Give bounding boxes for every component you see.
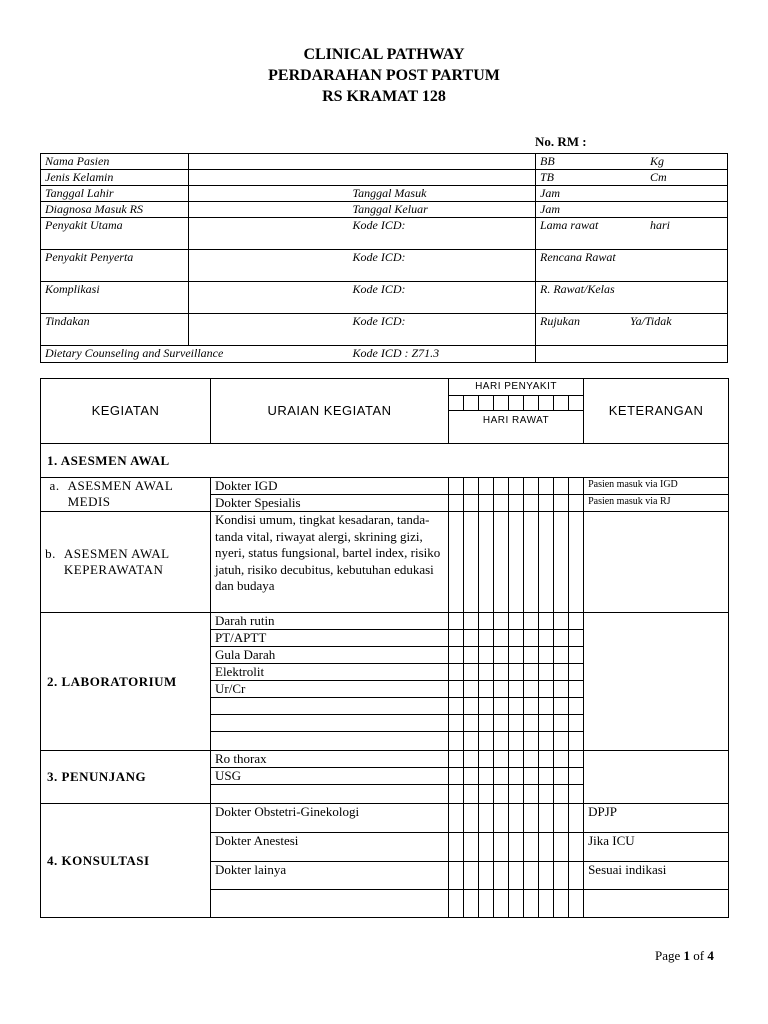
- check-cell[interactable]: [494, 732, 509, 751]
- check-cell[interactable]: [464, 630, 479, 647]
- check-cell[interactable]: [539, 862, 554, 890]
- ket-rj: Pasien masuk via RJ: [584, 495, 729, 512]
- check-cell[interactable]: [569, 785, 584, 804]
- check-cell[interactable]: [494, 862, 509, 890]
- check-cell[interactable]: [539, 495, 554, 512]
- check-cell[interactable]: [524, 804, 539, 833]
- check-cell[interactable]: [494, 478, 509, 495]
- jam-masuk-label[interactable]: Jam: [536, 186, 728, 202]
- check-cell[interactable]: [449, 664, 464, 681]
- konsul-ket: [584, 890, 729, 918]
- check-cell[interactable]: [464, 732, 479, 751]
- keperawatan-letter: b.: [45, 546, 56, 561]
- check-cell[interactable]: [494, 715, 509, 732]
- tb-label: TB: [540, 170, 555, 184]
- check-cell[interactable]: [449, 768, 464, 785]
- konsul-ket: Sesuai indikasi: [584, 862, 729, 890]
- medis-label-cell: [41, 478, 211, 512]
- check-cell[interactable]: [524, 785, 539, 804]
- diagnosa-masuk-value[interactable]: [189, 202, 349, 218]
- check-cell[interactable]: [509, 862, 524, 890]
- check-cell[interactable]: [449, 785, 464, 804]
- check-cell[interactable]: [509, 512, 524, 613]
- check-cell[interactable]: [569, 478, 584, 495]
- check-cell[interactable]: [524, 478, 539, 495]
- check-cell[interactable]: [479, 698, 494, 715]
- rujukan-label: Rujukan: [540, 314, 580, 328]
- check-cell[interactable]: [479, 478, 494, 495]
- dokter-igd: Dokter IGD: [211, 478, 449, 495]
- keperawatan-label-cell: [41, 512, 211, 613]
- check-cell[interactable]: [464, 613, 479, 630]
- check-cell[interactable]: [569, 715, 584, 732]
- check-cell[interactable]: [479, 785, 494, 804]
- check-cell[interactable]: [479, 630, 494, 647]
- penyakit-utama-value[interactable]: [189, 218, 349, 250]
- jenis-kelamin-value[interactable]: [189, 170, 349, 186]
- dietary-label: Dietary Counseling and Surveillance: [41, 346, 349, 363]
- check-cell[interactable]: [539, 681, 554, 698]
- check-cell[interactable]: [539, 833, 554, 862]
- lab-item: PT/APTT: [211, 630, 449, 647]
- check-cell[interactable]: [494, 512, 509, 613]
- rujukan-cell[interactable]: [536, 314, 728, 346]
- check-cell[interactable]: [524, 698, 539, 715]
- rencana-rawat-label[interactable]: Rencana Rawat: [536, 250, 728, 282]
- check-cell[interactable]: [539, 478, 554, 495]
- check-cell[interactable]: [524, 512, 539, 613]
- check-cell[interactable]: [524, 833, 539, 862]
- penunjang-item: USG: [211, 768, 449, 785]
- col-hari-penyakit: HARI PENYAKIT: [449, 379, 584, 396]
- check-cell[interactable]: [569, 698, 584, 715]
- check-cell[interactable]: [479, 613, 494, 630]
- tanggal-masuk-label: Tanggal Masuk: [349, 186, 536, 202]
- check-cell[interactable]: [509, 751, 524, 768]
- check-cell[interactable]: [464, 495, 479, 512]
- konsul-item: Dokter Obstetri-Ginekologi: [211, 804, 449, 833]
- kode-icd-komplikasi: Kode ICD:: [349, 282, 536, 314]
- title-hospital: RS KRAMAT 128: [322, 88, 446, 105]
- nama-pasien-value[interactable]: [189, 154, 349, 170]
- check-cell[interactable]: [494, 785, 509, 804]
- check-cell[interactable]: [509, 478, 524, 495]
- bb-label: BB: [540, 154, 555, 168]
- check-cell[interactable]: [494, 768, 509, 785]
- lab-item: Ur/Cr: [211, 681, 449, 698]
- check-cell[interactable]: [464, 751, 479, 768]
- cm-unit: Cm: [650, 170, 667, 184]
- check-cell[interactable]: [524, 681, 539, 698]
- check-cell[interactable]: [554, 613, 569, 630]
- check-cell[interactable]: [494, 890, 509, 918]
- lab-item: [211, 732, 449, 751]
- check-cell[interactable]: [509, 495, 524, 512]
- tanggal-keluar-label: Tanggal Keluar: [349, 202, 536, 218]
- check-cell[interactable]: [494, 833, 509, 862]
- check-cell[interactable]: [554, 478, 569, 495]
- check-cell[interactable]: [509, 768, 524, 785]
- lab-item: [211, 715, 449, 732]
- lab-item: Gula Darah: [211, 647, 449, 664]
- check-cell[interactable]: [464, 768, 479, 785]
- page-label: Page: [655, 948, 681, 963]
- page-of: of: [693, 948, 705, 963]
- check-cell[interactable]: [509, 647, 524, 664]
- check-cell[interactable]: [539, 732, 554, 751]
- tanggal-lahir-label: Tanggal Lahir: [41, 186, 189, 202]
- check-cell[interactable]: [554, 647, 569, 664]
- check-cell[interactable]: [554, 833, 569, 862]
- check-cell[interactable]: [449, 647, 464, 664]
- check-cell[interactable]: [569, 681, 584, 698]
- check-cell[interactable]: [464, 681, 479, 698]
- section-laboratorium: 2. LABORATORIUM: [41, 613, 211, 751]
- kg-unit: Kg: [650, 154, 665, 168]
- check-cell[interactable]: [494, 495, 509, 512]
- kode-icd-utama: Kode ICD:: [349, 218, 536, 250]
- check-cell[interactable]: [554, 785, 569, 804]
- check-cell[interactable]: [569, 890, 584, 918]
- check-cell[interactable]: [509, 732, 524, 751]
- check-cell[interactable]: [524, 751, 539, 768]
- check-cell[interactable]: [464, 698, 479, 715]
- check-cell[interactable]: [464, 478, 479, 495]
- check-cell[interactable]: [539, 630, 554, 647]
- page-current: 1: [683, 948, 691, 963]
- check-cell[interactable]: [479, 647, 494, 664]
- check-cell[interactable]: [539, 512, 554, 613]
- check-cell[interactable]: [464, 833, 479, 862]
- check-cell[interactable]: [509, 833, 524, 862]
- medis-label: ASESMEN AWAL MEDIS: [67, 478, 173, 509]
- check-cell[interactable]: [449, 495, 464, 512]
- check-cell[interactable]: [479, 681, 494, 698]
- check-cell[interactable]: [449, 698, 464, 715]
- check-cell[interactable]: [479, 664, 494, 681]
- tindakan-value[interactable]: [189, 314, 349, 346]
- check-cell[interactable]: [554, 630, 569, 647]
- title-clinical-pathway: CLINICAL PATHWAY: [303, 46, 465, 63]
- check-cell[interactable]: [569, 664, 584, 681]
- check-cell[interactable]: [539, 804, 554, 833]
- check-cell[interactable]: [464, 512, 479, 613]
- check-cell[interactable]: [569, 751, 584, 768]
- check-cell[interactable]: [449, 715, 464, 732]
- ket-igd: Pasien masuk via IGD: [584, 478, 729, 495]
- document-title: [0, 44, 768, 107]
- check-cell[interactable]: [554, 804, 569, 833]
- check-cell[interactable]: [449, 833, 464, 862]
- komplikasi-label: Komplikasi: [41, 282, 189, 314]
- check-cell[interactable]: [539, 715, 554, 732]
- check-cell[interactable]: [494, 664, 509, 681]
- col-hari-rawat: HARI RAWAT: [449, 411, 584, 444]
- check-cell[interactable]: [569, 804, 584, 833]
- check-cell[interactable]: [554, 751, 569, 768]
- check-cell[interactable]: [509, 698, 524, 715]
- konsul-ket: DPJP: [584, 804, 729, 833]
- check-cell[interactable]: [554, 732, 569, 751]
- check-cell[interactable]: [524, 630, 539, 647]
- check-cell[interactable]: [479, 751, 494, 768]
- check-cell[interactable]: [509, 681, 524, 698]
- check-cell[interactable]: [569, 768, 584, 785]
- check-cell[interactable]: [554, 698, 569, 715]
- check-cell[interactable]: [479, 768, 494, 785]
- check-cell[interactable]: [524, 768, 539, 785]
- check-cell[interactable]: [554, 715, 569, 732]
- penunjang-item: Ro thorax: [211, 751, 449, 768]
- check-cell[interactable]: [449, 613, 464, 630]
- check-cell[interactable]: [479, 890, 494, 918]
- check-cell[interactable]: [539, 698, 554, 715]
- check-cell[interactable]: [494, 681, 509, 698]
- check-cell[interactable]: [449, 478, 464, 495]
- check-cell[interactable]: [509, 664, 524, 681]
- keperawatan-uraian: Kondisi umum, tingkat kesadaran, tanda-tanda vital, riwayat alergi, skrining gizi, nyeri, status fungsional, bartel index, risiko jatuh, risiko decubitus, kebutuhan edukasi dan budaya: [211, 512, 449, 613]
- check-cell[interactable]: [464, 664, 479, 681]
- lab-item: Darah rutin: [211, 613, 449, 630]
- check-cell[interactable]: [509, 890, 524, 918]
- col-kegiatan: KEGIATAN: [41, 379, 211, 444]
- check-cell[interactable]: [464, 715, 479, 732]
- check-cell[interactable]: [464, 862, 479, 890]
- check-cell[interactable]: [494, 647, 509, 664]
- check-cell[interactable]: [569, 630, 584, 647]
- check-cell[interactable]: [554, 681, 569, 698]
- check-cell[interactable]: [524, 647, 539, 664]
- check-cell[interactable]: [449, 751, 464, 768]
- lama-rawat-cell[interactable]: [536, 218, 728, 250]
- konsul-ket: Jika ICU: [584, 833, 729, 862]
- tanggal-lahir-value[interactable]: [189, 186, 349, 202]
- check-cell[interactable]: [479, 512, 494, 613]
- check-cell[interactable]: [479, 732, 494, 751]
- tindakan-label: Tindakan: [41, 314, 189, 346]
- konsul-item: [211, 890, 449, 918]
- section-penunjang: 3. PENUNJANG: [41, 751, 211, 804]
- check-cell[interactable]: [569, 512, 584, 613]
- check-cell[interactable]: [554, 862, 569, 890]
- konsul-item: Dokter lainya: [211, 862, 449, 890]
- title-diagnosis: PERDARAHAN POST PARTUM: [268, 67, 500, 84]
- penyakit-utama-label: Penyakit Utama: [41, 218, 189, 250]
- check-cell[interactable]: [569, 862, 584, 890]
- check-cell[interactable]: [509, 613, 524, 630]
- check-cell[interactable]: [524, 664, 539, 681]
- check-cell[interactable]: [554, 768, 569, 785]
- col-uraian: URAIAN KEGIATAN: [211, 379, 449, 444]
- check-cell[interactable]: [554, 890, 569, 918]
- check-cell[interactable]: [524, 715, 539, 732]
- kode-icd-penyerta: Kode ICD:: [349, 250, 536, 282]
- check-cell[interactable]: [569, 732, 584, 751]
- check-cell[interactable]: [539, 751, 554, 768]
- check-cell[interactable]: [539, 768, 554, 785]
- check-cell[interactable]: [449, 512, 464, 613]
- check-cell[interactable]: [539, 664, 554, 681]
- check-cell[interactable]: [569, 613, 584, 630]
- check-cell[interactable]: [524, 862, 539, 890]
- check-cell[interactable]: [494, 751, 509, 768]
- check-cell[interactable]: [494, 698, 509, 715]
- check-cell[interactable]: [539, 890, 554, 918]
- check-cell[interactable]: [524, 613, 539, 630]
- nama-pasien-label: Nama Pasien: [41, 154, 189, 170]
- check-cell[interactable]: [449, 890, 464, 918]
- rawat-kelas-label[interactable]: R. Rawat/Kelas: [536, 282, 728, 314]
- check-cell[interactable]: [494, 804, 509, 833]
- lab-item: [211, 698, 449, 715]
- check-cell[interactable]: [524, 890, 539, 918]
- check-cell[interactable]: [539, 647, 554, 664]
- check-cell[interactable]: [569, 647, 584, 664]
- bb-cell[interactable]: [536, 154, 728, 170]
- check-cell[interactable]: [554, 664, 569, 681]
- kode-icd-tindakan: Kode ICD:: [349, 314, 536, 346]
- check-cell[interactable]: [449, 732, 464, 751]
- penunjang-item: [211, 785, 449, 804]
- col-keterangan: KETERANGAN: [584, 379, 729, 444]
- jam-keluar-label[interactable]: Jam: [536, 202, 728, 218]
- check-cell[interactable]: [569, 833, 584, 862]
- kode-icd-dietary: Kode ICD : Z71.3: [349, 346, 536, 363]
- check-cell[interactable]: [479, 495, 494, 512]
- page-total: 4: [707, 948, 714, 963]
- check-cell[interactable]: [539, 613, 554, 630]
- check-cell[interactable]: [479, 862, 494, 890]
- check-cell[interactable]: [554, 495, 569, 512]
- check-cell[interactable]: [479, 833, 494, 862]
- penyakit-penyerta-label: Penyakit Penyerta: [41, 250, 189, 282]
- jenis-kelamin-label: Jenis Kelamin: [41, 170, 189, 186]
- keperawatan-label: ASESMEN AWAL KEPERAWATAN: [63, 546, 170, 577]
- section-asesmen-awal: 1. ASESMEN AWAL: [41, 444, 729, 478]
- check-cell[interactable]: [449, 630, 464, 647]
- check-cell[interactable]: [479, 715, 494, 732]
- check-cell[interactable]: [494, 630, 509, 647]
- check-cell[interactable]: [509, 804, 524, 833]
- tb-cell[interactable]: [536, 170, 728, 186]
- lab-item: Elektrolit: [211, 664, 449, 681]
- komplikasi-value[interactable]: [189, 282, 349, 314]
- check-cell[interactable]: [509, 715, 524, 732]
- patient-info-table: [40, 153, 728, 363]
- konsul-item: Dokter Anestesi: [211, 833, 449, 862]
- check-cell[interactable]: [449, 804, 464, 833]
- check-cell[interactable]: [554, 512, 569, 613]
- check-cell[interactable]: [464, 890, 479, 918]
- check-cell[interactable]: [479, 804, 494, 833]
- check-cell[interactable]: [524, 495, 539, 512]
- check-cell[interactable]: [464, 804, 479, 833]
- check-cell[interactable]: [449, 681, 464, 698]
- check-cell[interactable]: [494, 613, 509, 630]
- dokter-spesialis: Dokter Spesialis: [211, 495, 449, 512]
- lama-rawat-label: Lama rawat: [540, 218, 599, 232]
- hari-unit: hari: [650, 218, 671, 232]
- penyakit-penyerta-value[interactable]: [189, 250, 349, 282]
- check-cell[interactable]: [449, 862, 464, 890]
- check-cell[interactable]: [464, 647, 479, 664]
- section-konsultasi: 4. KONSULTASI: [41, 804, 211, 918]
- medis-letter: a.: [49, 478, 60, 493]
- page-number: [655, 948, 714, 964]
- pathway-table: [40, 378, 729, 918]
- no-rm-label: No. RM :: [535, 134, 587, 149]
- check-cell[interactable]: [569, 495, 584, 512]
- check-cell[interactable]: [524, 732, 539, 751]
- check-cell[interactable]: [464, 785, 479, 804]
- check-cell[interactable]: [539, 785, 554, 804]
- check-cell[interactable]: [509, 630, 524, 647]
- check-cell[interactable]: [509, 785, 524, 804]
- diagnosa-masuk-label: Diagnosa Masuk RS: [41, 202, 189, 218]
- ya-tidak-option: Ya/Tidak: [630, 314, 672, 328]
